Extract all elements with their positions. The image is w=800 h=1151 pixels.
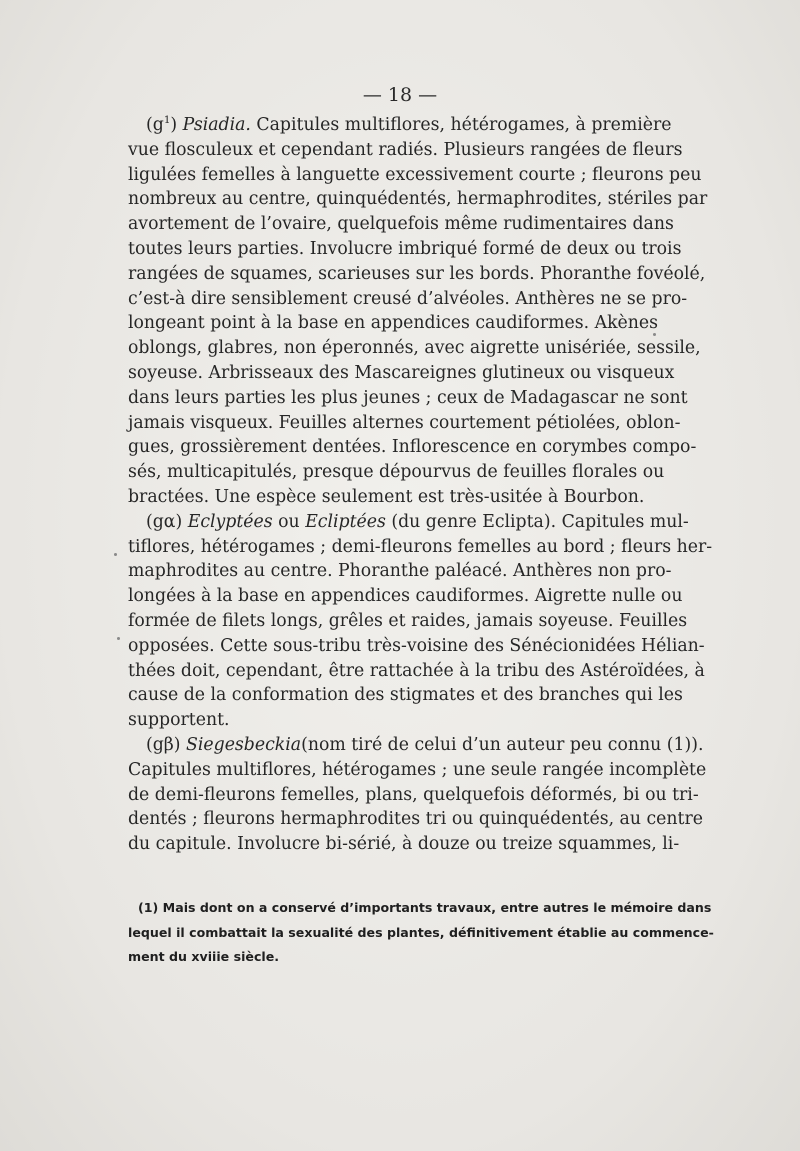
- genus-name: Psiadia.: [182, 115, 251, 135]
- footnote: [128, 896, 714, 970]
- paragraph-psiadia-first-line: [128, 113, 672, 138]
- text-line: vue flosculeux et cependant radiés. Plusieurs rangées de fleurs: [128, 139, 683, 160]
- footnote-line: (1) Mais dont on a conservé d’importants travaux, entre autres le mémoire dans: [138, 900, 712, 915]
- paragraph-eclyptees-first-line: [128, 510, 689, 535]
- text-line: (du genre Eclipta). Capitules mul-: [391, 511, 689, 532]
- text-line: oblongs, glabres, non éperonnés, avec aigrette unisériée, sessile,: [128, 338, 701, 359]
- text-line: toutes leurs parties. Involucre imbriqué formé de deux ou trois: [128, 238, 682, 259]
- paragraph-siegesbeckia-first-line: [128, 733, 704, 758]
- genus-name-alt: Ecliptées: [305, 511, 386, 532]
- text-line: maphrodites au centre. Phoranthe paléacé. Anthères non pro-: [128, 561, 672, 582]
- text-line: nombreux au centre, quinquédentés, hermaphrodites, stériles par: [128, 189, 708, 210]
- footnote-line: ment du xviiie siècle.: [128, 949, 280, 964]
- text-line: ligulées femelles à languette excessivement courte ; fleurons peu: [128, 164, 702, 185]
- footnote-line: lequel il combattait la sexualité des plantes, définitivement établie au commence-: [128, 924, 714, 940]
- text-line: soyeuse. Arbrisseaux des Mascareignes glutineux ou visqueux: [128, 362, 675, 383]
- page-number: — 18 —: [362, 84, 438, 106]
- paragraph-label: (gβ): [146, 734, 181, 755]
- connector-word: ou: [278, 511, 300, 532]
- paragraph-label-close: ): [170, 115, 178, 135]
- text-line: thées doit, cependant, être rattachée à la tribu des Astéroïdées, à: [128, 660, 705, 681]
- text-line: du capitule. Involucre bi-sérié, à douze ou treize squammes, li-: [128, 834, 680, 855]
- text-line: gues, grossièrement dentées. Inflorescence en corymbes compo-: [128, 437, 697, 458]
- paragraph-label: (g: [146, 115, 164, 135]
- paragraph-label-superscript: 1: [163, 114, 171, 127]
- main-text: [128, 113, 713, 857]
- paragraph-label: (gα): [146, 511, 183, 532]
- genus-name: Eclyptées: [187, 511, 273, 532]
- text-line: longeant point à la base en appendices caudiformes. Akènes: [128, 313, 658, 334]
- text-line: c’est-à dire sensiblement creusé d’alvéoles. Anthères ne se pro-: [128, 288, 688, 309]
- text-line: supportent.: [128, 710, 230, 731]
- text-line: formée de filets longs, grêles et raides, jamais soyeuse. Feuilles: [128, 610, 688, 631]
- text-line: jamais visqueux. Feuilles alternes courtement pétiolées, oblon-: [128, 412, 681, 433]
- text-line: (nom tiré de celui d’un auteur peu connu (1)).: [301, 734, 704, 755]
- print-speck: [114, 553, 117, 556]
- text-line: avortement de l’ovaire, quelquefois même rudimentaires dans: [128, 214, 674, 235]
- text-line: Capitules multiflores, hétérogames ; une seule rangée incomplète: [128, 759, 707, 780]
- text-line: opposées. Cette sous-tribu très-voisine des Sénécionidées Hélian-: [128, 635, 705, 656]
- print-speck: [653, 333, 656, 336]
- text-line: Capitules multiflores, hétérogames, à première: [256, 115, 672, 135]
- text-line: rangées de squames, scarieuses sur les bords. Phoranthe fovéolé,: [128, 263, 706, 284]
- genus-name: Siegesbeckia: [186, 734, 302, 755]
- print-speck: [117, 637, 120, 640]
- text-line: sés, multicapitulés, presque dépourvus de feuilles florales ou: [128, 462, 665, 483]
- text-line: cause de la conformation des stigmates et des branches qui les: [128, 685, 683, 706]
- text-line: dans leurs parties les plus jeunes ; ceux de Madagascar ne sont: [128, 387, 688, 408]
- text-line: bractées. Une espèce seulement est très-usitée à Bourbon.: [128, 486, 645, 507]
- text-line: dentés ; fleurons hermaphrodites tri ou quinquédentés, au centre: [128, 809, 703, 830]
- text-line: longées à la base en appendices caudiformes. Aigrette nulle ou: [128, 586, 683, 607]
- text-line: de demi-fleurons femelles, plans, quelquefois déformés, bi ou tri-: [128, 784, 699, 805]
- text-line: tiflores, hétérogames ; demi-fleurons femelles au bord ; fleurs her-: [128, 536, 713, 557]
